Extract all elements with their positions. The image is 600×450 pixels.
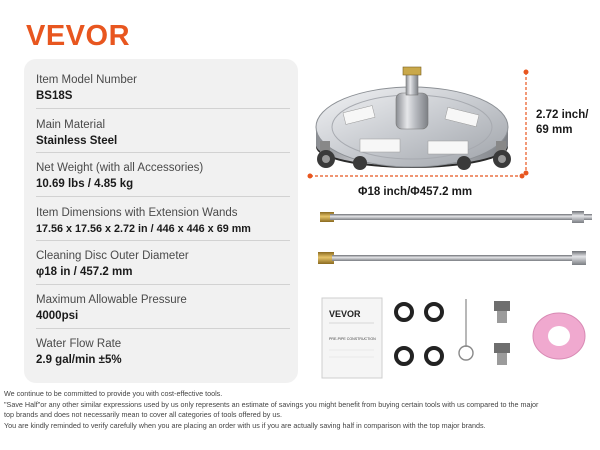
product-svg [300,55,600,385]
spec-value: 17.56 x 17.56 x 2.72 in / 446 x 446 x 69 mm [36,223,251,235]
surface-cleaner-image [316,67,511,170]
divider [36,152,290,153]
footer-line: "Save Half"or any other similar expressions used by us only represents an estimate of savings you might benefit from buying certain tools with us compared to the major [4,399,539,409]
spec-label: Item Model Number [36,74,137,86]
spec-pressure [36,293,290,323]
diameter-dimension: Φ18 inch/Φ457.2 mm [358,186,473,198]
manual-brand: VEVOR [329,309,361,319]
divider [36,240,290,241]
manual-booklet [322,298,382,378]
divider [36,196,290,197]
spec-dimensions [36,206,290,236]
divider [36,284,290,285]
extension-wand-2 [318,251,586,265]
spec-value: φ18 in / 457.2 mm [36,266,133,278]
extension-wand-1 [320,211,592,223]
height-dimension-line2: 69 mm [536,124,573,136]
spec-weight [36,161,290,191]
brand-logo: VEVOR [26,20,131,52]
footer-line: You are kindly reminded to verify carefully when you are placing an order with us if you are actually saving half in comparison with the top major brands. [4,420,486,430]
divider [36,328,290,329]
spec-label: Main Material [36,119,106,131]
o-rings [396,304,442,364]
footer-line: We continue to be committed to provide you with cost-effective tools. [4,389,223,398]
cleaning-needle [459,299,473,360]
spec-value: Stainless Steel [36,135,118,147]
spec-label: Net Weight (with all Accessories) [36,162,204,174]
spec-value: 2.9 gal/min ±5% [36,354,122,366]
spec-flow-rate [36,337,290,367]
divider [36,108,290,109]
spec-value: 10.69 lbs / 4.85 kg [36,178,134,190]
height-dimension-line1: 2.72 inch/ [536,109,589,121]
spec-panel [24,59,298,383]
spec-value: BS18S [36,90,73,102]
footer-line: top brands and does not necessarily mean to cover all categories of tools offered by us. [4,410,282,419]
spec-diameter [36,249,290,279]
ptfe-tape [533,313,585,359]
footer-disclaimer [4,389,596,431]
product-illustration [300,55,600,385]
spare-nozzles [494,301,510,365]
spec-material [36,118,290,148]
spec-label: Water Flow Rate [36,338,122,350]
manual-title: PRE-PIPE CONSTRUCTION [329,337,376,341]
spec-value: 4000psi [36,310,79,322]
spec-model [36,73,290,103]
spec-label: Item Dimensions with Extension Wands [36,207,238,219]
spec-label: Cleaning Disc Outer Diameter [36,250,189,262]
spec-label: Maximum Allowable Pressure [36,294,187,306]
